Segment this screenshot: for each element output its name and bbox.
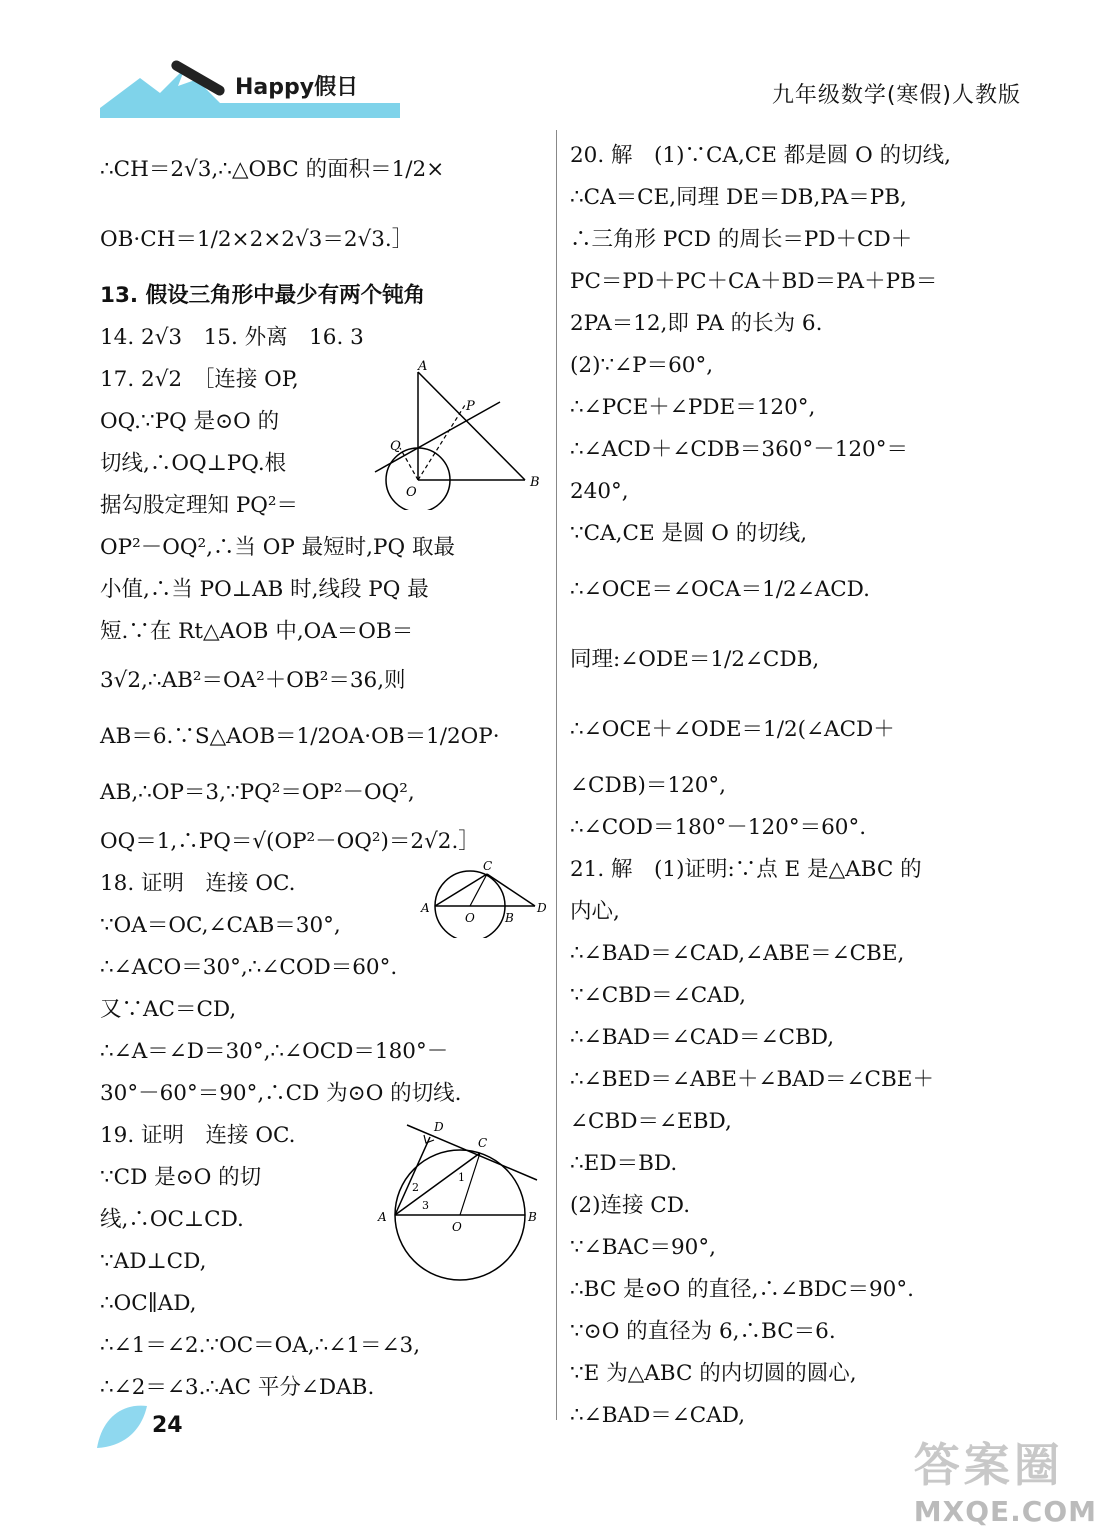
answer-18: 18. 证明 连接 OC.	[100, 871, 296, 896]
text-line: ∴∠1＝∠2.∵OC＝OA,∴∠1＝∠3,	[100, 1333, 421, 1358]
text-line: ∵CA,CE 是圆 O 的切线,	[570, 521, 808, 546]
fig18-label: A	[421, 901, 430, 915]
text-line: ∴三角形 PCD 的周长＝PD＋CD＋	[570, 227, 913, 252]
answer-17: 17. 2√2 ［连接 OP,	[100, 367, 299, 392]
fig19-label: B	[528, 1210, 537, 1224]
text-line: ∴CA＝CE,同理 DE＝DB,PA＝PB,	[570, 185, 907, 210]
text-line: ∵∠BAC＝90°,	[570, 1235, 716, 1260]
text-line: ∴ED＝BD.	[570, 1151, 678, 1176]
text-line: ∵OA＝OC,∠CAB＝30°,	[100, 913, 341, 938]
text-line: 线,∴OC⊥CD.	[100, 1207, 244, 1232]
text-line: OP²－OQ²,∴当 OP 最短时,PQ 取最	[100, 535, 455, 560]
text-line: ∴∠BED＝∠ABE＋∠BAD＝∠CBE＋	[570, 1067, 934, 1092]
fig19-label: D	[434, 1120, 444, 1134]
text-line: AB＝6.∵S△AOB＝1/2OA·OB＝1/2OP·	[100, 724, 500, 749]
fig17-label: B	[530, 475, 540, 490]
text-line: OQ＝1,∴PQ＝√(OP²－OQ²)＝2√2.］	[100, 829, 480, 854]
text-line: ∵CD 是⊙O 的切	[100, 1165, 262, 1190]
text-line: ∵∠CBD＝∠CAD,	[570, 983, 746, 1008]
fig17-label: Q	[390, 439, 401, 454]
text-line: ∴∠ACD＋∠CDB＝360°－120°＝	[570, 437, 908, 462]
answer-14-16: 14. 2√3 15. 外离 16. 3	[100, 325, 364, 350]
text-line: ∴OC∥AD,	[100, 1291, 197, 1316]
text-line: ∴∠2＝∠3.∴AC 平分∠DAB.	[100, 1375, 375, 1400]
answer-13: 13. 假设三角形中最少有两个钝角	[100, 283, 426, 308]
text-line: 2PA＝12,即 PA 的长为 6.	[570, 311, 823, 336]
answer-21: 21. 解 (1)证明:∵点 E 是△ABC 的	[570, 857, 922, 882]
fig18-label: C	[483, 859, 493, 873]
text-line: ∠CBD＝∠EBD,	[570, 1109, 732, 1134]
text-line: ∴∠OCE＝∠OCA＝1/2∠ACD.	[570, 577, 870, 602]
text-line: 据勾股定理知 PQ²＝	[100, 493, 299, 518]
text-line: 30°－60°＝90°,∴CD 为⊙O 的切线.	[100, 1081, 462, 1106]
fig19-label: 3	[422, 1199, 429, 1212]
text-line: OB·CH＝1/2×2×2√3＝2√3.］	[100, 227, 414, 252]
text-line: 3√2,∴AB²＝OA²＋OB²＝36,则	[100, 668, 406, 693]
fig18-label: D	[537, 901, 547, 915]
answer-20: 20. 解 (1)∵CA,CE 都是圆 O 的切线,	[570, 143, 951, 168]
text-line: PC＝PD＋PC＋CA＋BD＝PA＋PB＝	[570, 269, 938, 294]
fig19-label: 1	[458, 1171, 465, 1184]
fig19-label: 2	[412, 1181, 419, 1194]
fig19-label: C	[478, 1136, 488, 1150]
text-line: (2)∵∠P＝60°,	[570, 353, 714, 378]
text-line: ∠CDB)＝120°,	[570, 773, 727, 798]
text-line: ∴∠BAD＝∠CAD,∠ABE＝∠CBE,	[570, 941, 905, 966]
text-line: ∵AD⊥CD,	[100, 1249, 207, 1274]
figure-18-diagram	[415, 858, 550, 938]
text-line: ∴∠BAD＝∠CAD＝∠CBD,	[570, 1025, 835, 1050]
leaf-icon	[92, 1398, 152, 1453]
text-line: ∵E 为△ABC 的内切圆的圆心,	[570, 1361, 857, 1386]
fig18-label: B	[505, 911, 514, 925]
fig17-label: P	[466, 399, 475, 414]
text-line: (2)连接 CD.	[570, 1193, 691, 1218]
figure-19-diagram	[372, 1115, 547, 1285]
text-line: OQ.∵PQ 是⊙O 的	[100, 409, 280, 434]
text-line: 同理:∠ODE＝1/2∠CDB,	[570, 647, 820, 672]
column-divider	[556, 130, 557, 1420]
text-line: ∴∠COD＝180°－120°＝60°.	[570, 815, 867, 840]
text-line: ∴∠A＝∠D＝30°,∴∠OCD＝180°－	[100, 1039, 449, 1064]
page-number: 24	[152, 1413, 183, 1438]
text-line: ∴∠ACO＝30°,∴∠COD＝60°.	[100, 955, 398, 980]
fig19-label: O	[452, 1220, 462, 1234]
happy-holiday-logo	[100, 58, 400, 118]
watermark	[914, 1429, 1097, 1528]
header-title: 九年级数学(寒假)人教版	[771, 83, 1021, 108]
fig18-label: O	[465, 911, 475, 925]
fig17-label: O	[406, 485, 417, 500]
text-line: ∵⊙O 的直径为 6,∴BC＝6.	[570, 1319, 836, 1344]
logo-text: Happy假日	[235, 75, 359, 100]
fig17-label: A	[418, 360, 428, 374]
text-line: ∴∠PCE＋∠PDE＝120°,	[570, 395, 816, 420]
right-column	[570, 135, 1025, 1437]
fig19-label: A	[378, 1210, 387, 1224]
figure-17-diagram	[370, 360, 550, 510]
watermark-cn: 答案圈	[913, 1438, 1064, 1492]
text-line: 240°,	[570, 479, 629, 504]
text-line: ∴BC 是⊙O 的直径,∴∠BDC＝90°.	[570, 1277, 914, 1302]
text-line: AB,∴OP＝3,∵PQ²＝OP²－OQ²,	[100, 780, 415, 805]
text-line: 内心,	[570, 899, 620, 924]
text-line: 切线,∴OQ⊥PQ.根	[100, 451, 287, 476]
answer-19: 19. 证明 连接 OC.	[100, 1123, 296, 1148]
text-line: ∴∠OCE＋∠ODE＝1/2(∠ACD＋	[570, 717, 895, 742]
text-line: 小值,∴当 PO⊥AB 时,线段 PQ 最	[100, 577, 429, 602]
text-line: ∴CH＝2√3,∴△OBC 的面积＝1/2×	[100, 157, 445, 182]
text-line: 短.∵在 Rt△AOB 中,OA＝OB＝	[100, 619, 414, 644]
watermark-en: MXQE.COM	[913, 1495, 1097, 1528]
text-line: 又∵AC＝CD,	[100, 997, 237, 1022]
text-line: ∴∠BAD＝∠CAD,	[570, 1403, 746, 1428]
